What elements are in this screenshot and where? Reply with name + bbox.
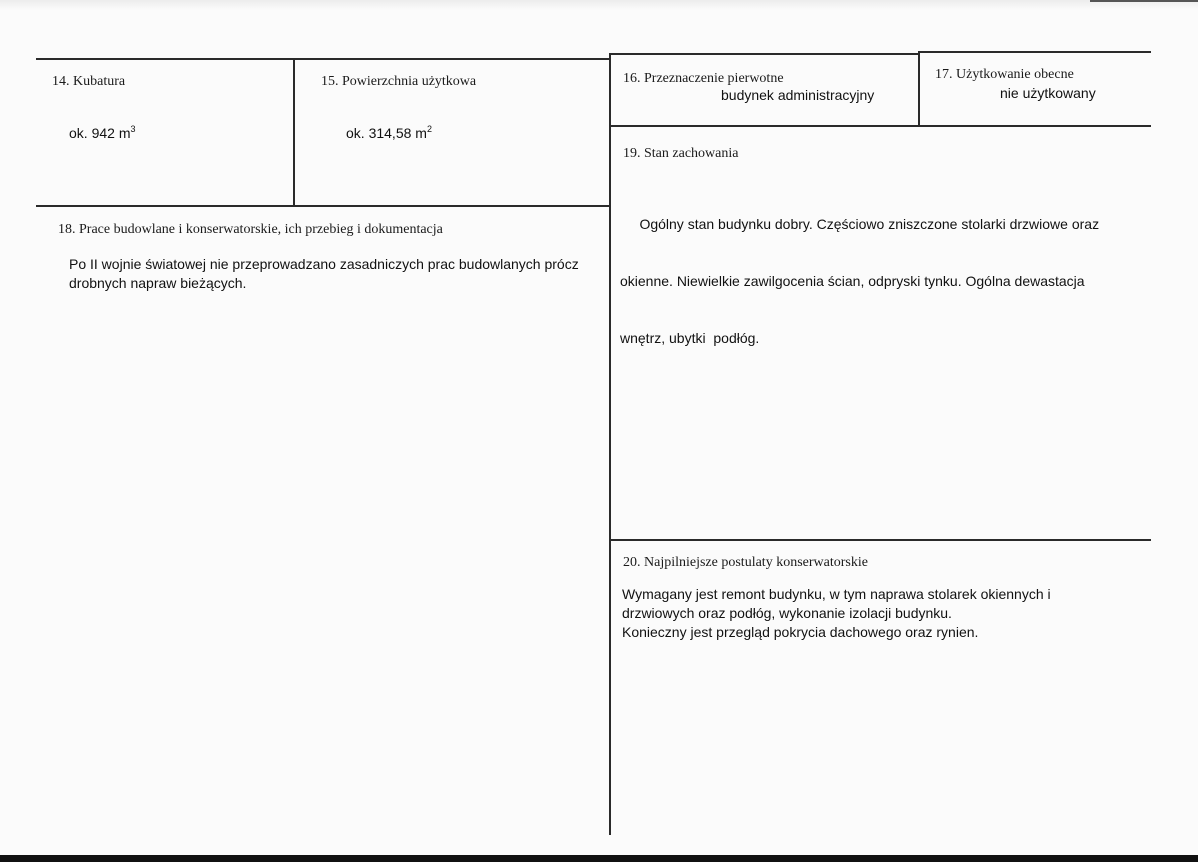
field-14-value-exponent: 3 [130,124,136,134]
field-19-line: wnętrz, ubytki podłóg. [620,330,760,346]
divider-16-17 [918,51,920,126]
center-divider [609,53,611,835]
scan-top-mark [1090,0,1198,2]
field-20-line: Wymagany jest remont budynku, w tym naprawa stolarek okiennych i [622,586,1051,602]
field-19-label: 19. Stan zachowania [623,146,739,161]
field-17-label: 17. Użytkowanie obecne [935,67,1074,82]
field-18-text [69,255,579,293]
field-19-line: okienne. Niewielkie zawilgocenia ścian, odpryski tynku. Ogólna dewastacja [620,273,1085,289]
field-14-value [69,125,136,141]
rule-under-14-15 [36,205,610,207]
field-20-line: Konieczny jest przegląd pokrycia dachowego oraz rynien. [622,624,979,640]
divider-14-15 [293,58,295,206]
field-18-line: Po II wojnie światowej nie przeprowadzano zasadniczych prac budowlanych prócz [69,256,579,272]
field-14-value-text: ok. 942 m [69,125,131,141]
rule-under-16-17 [610,125,1151,127]
rule-above-20 [610,539,1151,541]
scan-top-shadow [0,0,1198,10]
top-rule-right [920,51,1151,53]
scan-bottom-edge [0,855,1198,862]
top-rule-middle [610,53,920,55]
field-14-label: 14. Kubatura [52,74,126,89]
field-16-value: budynek administracyjny [721,87,875,103]
field-15-value [346,125,432,141]
field-15-value-exponent: 2 [426,124,432,134]
field-18-line: drobnych napraw bieżących. [69,275,247,291]
field-18-label: 18. Prace budowlane i konserwatorskie, ich przebieg i dokumentacja [58,222,443,237]
top-rule-left [36,58,610,60]
field-17-value: nie użytkowany [1000,85,1096,101]
field-16-label: 16. Przeznaczenie pierwotne [623,71,784,86]
field-15-value-text: ok. 314,58 m [346,125,427,141]
field-15-label: 15. Powierzchnia użytkowa [321,74,477,89]
field-20-label: 20. Najpilniejsze postulaty konserwatorskie [623,555,868,570]
field-20-text [622,585,1051,642]
field-19-text [620,177,1099,367]
field-20-line: drzwiowych oraz podłóg, wykonanie izolacji budynku. [622,605,952,621]
field-19-line: Ogólny stan budynku dobry. Częściowo zniszczone stolarki drzwiowe oraz [620,216,1100,232]
